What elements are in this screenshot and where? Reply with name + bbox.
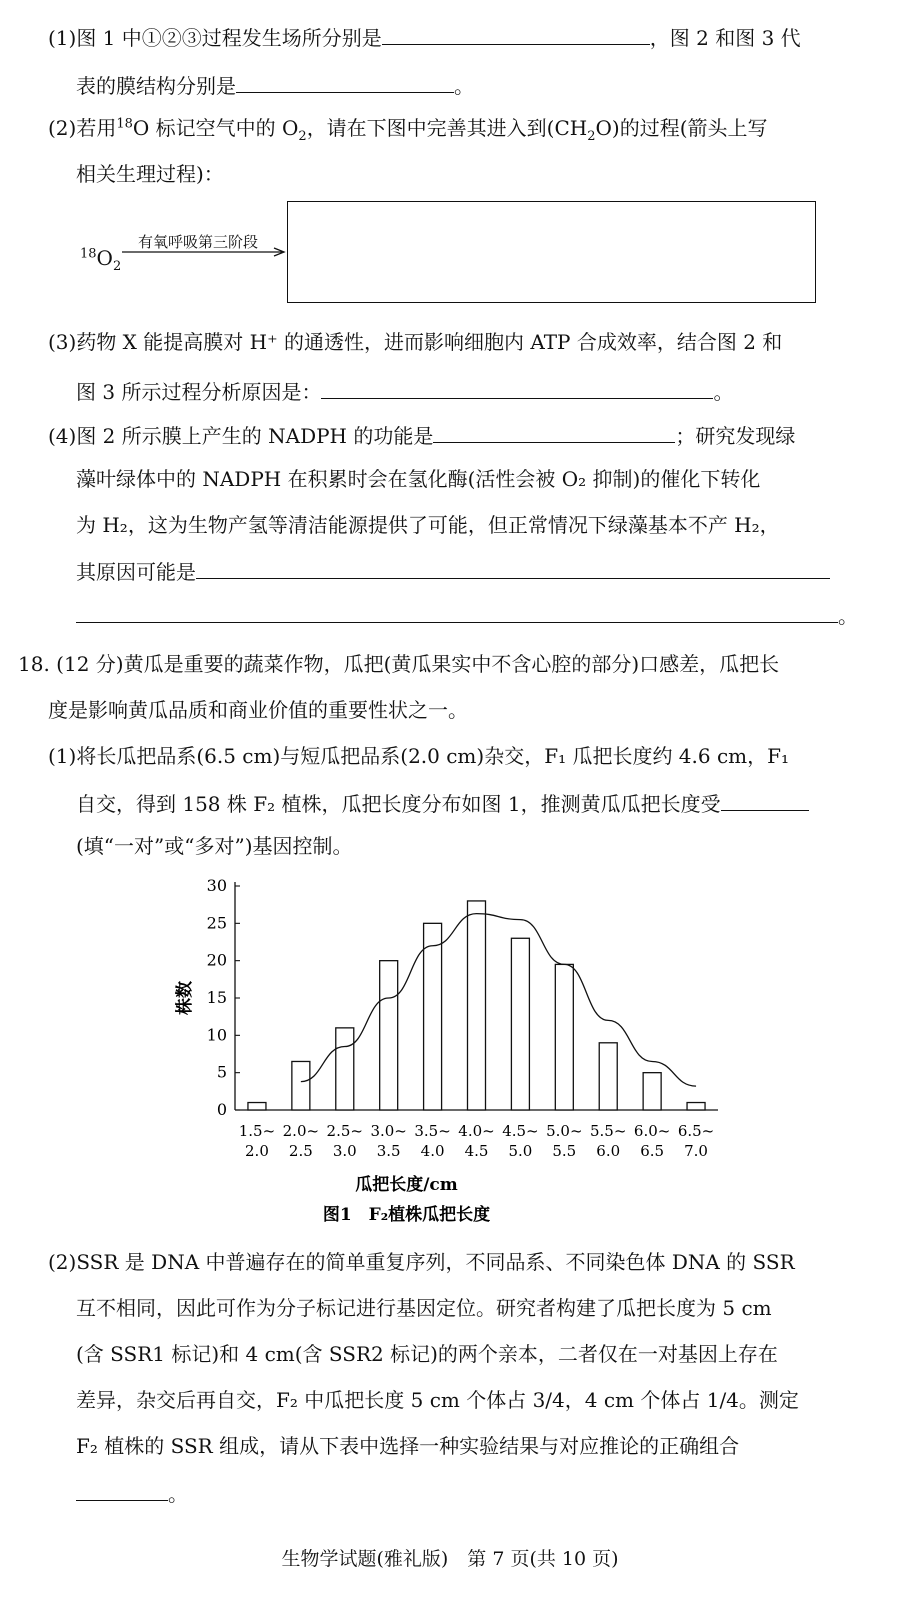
q4-line3: 为 H₂，这为生物产氢等清洁能源提供了可能，但正常情况下绿藻基本不产 H₂， <box>76 513 780 537</box>
q3-text-b: 。 <box>713 380 734 404</box>
q18-blank-2[interactable] <box>76 1478 168 1501</box>
oxygen-label <box>80 244 121 272</box>
q18-line1: 18. (12 分)黄瓜是重要的蔬菜作物，瓜把(黄瓜果实中不含心腔的部分)口感差，瓜把长 <box>18 652 780 676</box>
x-tick-label: 6.0 <box>596 1142 621 1160</box>
q4-line2: 藻叶绿体中的 NADPH 在积累时会在氢化酶(活性会被 O₂ 抑制)的催化下转化 <box>76 467 761 491</box>
x-tick-label: 3.5 <box>376 1142 401 1160</box>
bar <box>511 938 529 1110</box>
q18-p1-text: 自交，得到 158 株 F₂ 植株，瓜把长度分布如图 1，推测黄瓜瓜把长度受 <box>76 792 721 816</box>
oxygen-sup: 18 <box>80 246 97 262</box>
q4-line4 <box>76 556 830 586</box>
x-tick-label: 5.5~ <box>590 1122 627 1140</box>
arrow-label: 有氧呼吸第三阶段 <box>138 233 259 251</box>
q18-p2-line2: 互不相同，因此可作为分子标记进行基因定位。研究者构建了瓜把长度为 5 cm <box>76 1296 772 1320</box>
q3-line1: (3)药物 X 能提高膜对 H⁺ 的通透性，进而影响细胞内 ATP 合成效率，结合图 2 和 <box>48 330 783 354</box>
q2-sub-2: 2 <box>587 129 596 144</box>
page-footer: 生物学试题(雅礼版) 第 7 页(共 10 页) <box>281 1548 619 1570</box>
q1-blank-2[interactable] <box>236 70 454 93</box>
y-tick-label: 15 <box>206 988 227 1007</box>
x-tick-label: 6.5 <box>640 1142 665 1160</box>
bar <box>380 961 398 1110</box>
x-tick-label: 7.0 <box>684 1142 708 1160</box>
q18-p1-line3: (填“一对”或“多对”)基因控制。 <box>76 834 353 858</box>
q2-sub: 2 <box>298 129 307 144</box>
q18-p2-line5: F₂ 植株的 SSR 组成，请从下表中选择一种实验结果与对应推论的正确组合 <box>76 1434 740 1458</box>
q2-sup: 18 <box>116 116 133 132</box>
q2-text-d: O)的过程(箭头上写 <box>595 116 768 140</box>
x-tick-label: 4.0 <box>420 1142 445 1160</box>
bar <box>555 964 573 1110</box>
chart-title: 图1 F₂植株瓜把长度 <box>322 1205 491 1225</box>
x-tick-label: 5.5 <box>552 1142 577 1160</box>
bar-chart <box>160 872 740 1232</box>
bar <box>424 923 442 1110</box>
q3-blank[interactable] <box>321 376 713 399</box>
x-tick-label: 3.5~ <box>414 1122 451 1140</box>
q1-text-d: 。 <box>454 74 474 98</box>
oxygen-sub: 2 <box>112 259 122 274</box>
x-tick-label: 6.5~ <box>677 1122 715 1140</box>
x-tick-label: 4.5 <box>464 1142 489 1160</box>
y-tick-label: 5 <box>216 1062 227 1082</box>
q1-text-c: 表的膜结构分别是 <box>76 74 236 98</box>
q1-text-b: ，图 2 和图 3 代 <box>649 26 801 50</box>
q4-text-a: (4)图 2 所示膜上产生的 NADPH 的功能是 <box>48 424 434 448</box>
q18-p2-line1: (2)SSR 是 DNA 中普遍存在的简单重复序列，不同品系、不同染色体 DNA 的 SSR <box>48 1250 795 1274</box>
q4-blank-3[interactable] <box>76 600 838 623</box>
x-tick-label: 2.0~ <box>282 1122 320 1140</box>
y-axis-label: 株数 <box>175 981 195 1015</box>
x-tick-label: 6.0~ <box>633 1122 671 1140</box>
bar <box>687 1103 705 1110</box>
bar <box>468 901 486 1110</box>
y-tick-label: 10 <box>206 1025 227 1045</box>
q1-line1 <box>48 22 801 52</box>
q2-text-a: (2)若用 <box>48 116 117 140</box>
x-tick-label: 4.5~ <box>502 1122 539 1140</box>
bar <box>336 1028 354 1110</box>
trend-curve <box>301 914 696 1086</box>
q18-p1-line1: (1)将长瓜把品系(6.5 cm)与短瓜把品系(2.0 cm)杂交，F₁ 瓜把长度约 4.6 cm，F₁ <box>48 744 790 768</box>
q18-p2-line3: (含 SSR1 标记)和 4 cm(含 SSR2 标记)的两个亲本，二者仅在一对基因上存在 <box>76 1342 778 1366</box>
q4-blank-1[interactable] <box>433 420 675 443</box>
x-tick-label: 5.0 <box>508 1142 533 1160</box>
bar <box>248 1103 266 1110</box>
q2-text-b: O 标记空气中的 O <box>132 116 299 140</box>
y-tick-label: 25 <box>206 913 227 933</box>
q18-p2-end: 。 <box>168 1482 188 1506</box>
q18-p1-line2 <box>76 788 809 818</box>
x-tick-label: 2.5~ <box>326 1122 363 1140</box>
x-tick-label: 3.0~ <box>370 1122 407 1140</box>
q18-blank-1[interactable] <box>721 788 809 811</box>
q18-p2-line4: 差异，杂交后再自交，F₂ 中瓜把长度 5 cm 个体占 3/4，4 cm 个体占 1/4。测定 <box>76 1388 799 1412</box>
q2-line2: 相关生理过程)： <box>76 162 224 186</box>
q2-text-c: ，请在下图中完善其进入到(CH <box>306 116 588 140</box>
q18-line2: 度是影响黄瓜品质和商业价值的重要性状之一。 <box>48 698 468 722</box>
q3-text-a: 图 3 所示过程分析原因是： <box>76 380 322 404</box>
x-tick-label: 3.0 <box>332 1142 357 1160</box>
q4-blank-2[interactable] <box>196 556 830 579</box>
q2-line1 <box>48 114 768 142</box>
oxygen-O: O <box>96 246 113 270</box>
x-tick-label: 4.0~ <box>458 1122 495 1140</box>
x-tick-label: 1.5~ <box>238 1122 276 1140</box>
bar <box>599 1043 617 1110</box>
x-tick-label: 5.0~ <box>546 1122 583 1140</box>
q1-line2 <box>76 70 474 100</box>
q4-text-c: 其原因可能是 <box>76 560 196 584</box>
q4-text-d: 。 <box>838 604 858 628</box>
answer-box[interactable] <box>287 201 816 303</box>
x-tick-label: 2.5 <box>288 1142 313 1160</box>
q1-text-a: (1)图 1 中①②③过程发生场所分别是 <box>48 26 382 50</box>
y-tick-label: 0 <box>216 1100 227 1119</box>
bar <box>643 1073 661 1110</box>
q18-p2-line6 <box>76 1478 188 1508</box>
q4-text-b: ；研究发现绿 <box>675 424 796 448</box>
q3-line2 <box>76 376 733 406</box>
y-tick-label: 30 <box>206 876 227 895</box>
y-tick-label: 20 <box>206 950 227 970</box>
x-tick-label: 2.0 <box>245 1142 269 1160</box>
q1-blank-1[interactable] <box>382 22 650 45</box>
bar <box>292 1061 310 1110</box>
arrow-icon <box>120 246 290 258</box>
q4-line5 <box>76 600 858 630</box>
x-axis-label: 瓜把长度/cm <box>355 1175 458 1195</box>
q4-line1 <box>48 420 795 450</box>
